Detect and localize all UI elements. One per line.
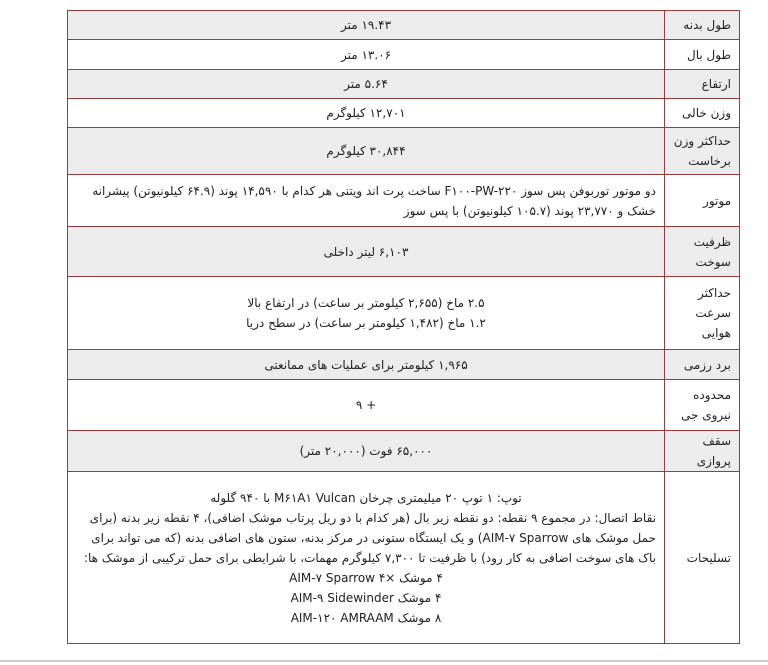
- row-value: [68, 472, 665, 644]
- row-value: [68, 128, 665, 175]
- row-value: [68, 70, 665, 99]
- specifications-table: [67, 10, 740, 644]
- row-label: طول بدنه: [665, 11, 740, 40]
- value-line: ۱۳.۰۶ متر: [340, 47, 392, 62]
- table-row: [68, 128, 740, 175]
- value-line: ۲.۵ ماخ (۲,۶۵۵ کیلومتر بر ساعت) در ارتفاع بالا: [247, 296, 485, 310]
- table-row: [68, 175, 740, 227]
- value-line: + ۹: [355, 398, 377, 412]
- table-row: [68, 350, 740, 380]
- value-line: ۸ موشک AIM-۱۲۰ AMRAAM: [290, 610, 442, 625]
- value-line: ۵.۶۴ متر: [344, 77, 388, 91]
- divider: [0, 660, 768, 662]
- table-row: [68, 99, 740, 128]
- value-line: ۳۰,۸۴۴ کیلوگرم: [326, 144, 406, 158]
- row-value: [68, 11, 665, 40]
- value-line: ۱۲,۷۰۱ کیلوگرم: [326, 106, 406, 120]
- row-label: محدوده نیروی جی: [665, 380, 740, 431]
- row-label: طول بال: [665, 40, 740, 70]
- row-label: حداکثر وزن برخاست: [665, 128, 740, 175]
- row-label: وزن خالی: [665, 99, 740, 128]
- value-line: ۱,۹۶۵ کیلومتر برای عملیات های ممانعتی: [264, 357, 468, 372]
- row-value: [68, 277, 665, 350]
- row-label: تسلیحات: [665, 472, 740, 644]
- row-value: [68, 175, 665, 227]
- row-value: [68, 350, 665, 380]
- value-line: ۶۵,۰۰۰ فوت (۲۰,۰۰۰ متر): [299, 444, 433, 458]
- table-row: [68, 11, 740, 40]
- value-line: نقاط اتصال: در مجموع ۹ نقطه: دو نقطه زیر بال (هر کدام با دو ریل پرتاب موشک اضافی)، ۴ نقطه زیر بدنه (برای حمل موشک های AIM-۷ Sparrow) و یک ایستگاه ستونی در مرکز بدنه، ستون های اضافی بدنه (که می تواند برای باک های سوخت اضافی به کار رود) با ظرفیت تا ۷,۳۰۰ کیلوگرم مهمات، با شرایطی برای حمل ترکیبی از موشک ها:: [83, 510, 656, 565]
- value-line: ۶,۱۰۳ لیتر داخلی: [323, 244, 409, 259]
- row-label: حداکثر سرعت هوایی: [665, 277, 740, 350]
- row-label: موتور: [665, 175, 740, 227]
- value-line: دو موتور توربوفن پس سوز F۱۰۰-PW-۲۲۰ ساخت پرت اند ویتنی هر کدام با ۱۴,۵۹۰ پوند (۶۴.۹ کیلونیوتن) پیشرانه خشک و ۲۳,۷۷۰ پوند (۱۰۵.۷ کیلونیوتن) با پس سوز: [92, 183, 656, 218]
- value-line: ۱.۲ ماخ (۱,۴۸۲ کیلومتر بر ساعت) در سطح دریا: [246, 316, 486, 330]
- row-value: [68, 380, 665, 431]
- value-line: ۴ موشک AIM-۹ Sidewinder: [290, 590, 442, 605]
- table-row: [68, 277, 740, 350]
- row-label: سقف پروازی: [665, 431, 740, 472]
- row-value: [68, 99, 665, 128]
- table-row: [68, 227, 740, 277]
- row-label: برد رزمی: [665, 350, 740, 380]
- table-row: [68, 70, 740, 99]
- row-value: [68, 40, 665, 70]
- value-line: ۴ موشک ×۴ AIM-۷ Sparrow: [289, 570, 443, 585]
- value-line: ۱۹.۴۳ متر: [340, 18, 392, 32]
- row-value: [68, 227, 665, 277]
- table-row: [68, 40, 740, 70]
- row-value: [68, 431, 665, 472]
- table-row: [68, 380, 740, 431]
- table-row: [68, 472, 740, 644]
- table-row: [68, 431, 740, 472]
- row-label: ارتفاع: [665, 70, 740, 99]
- row-label: ظرفیت سوخت: [665, 227, 740, 277]
- value-line: توپ: ۱ توپ ۲۰ میلیمتری چرخان M۶۱A۱ Vulcan با ۹۴۰ گلوله: [210, 490, 522, 505]
